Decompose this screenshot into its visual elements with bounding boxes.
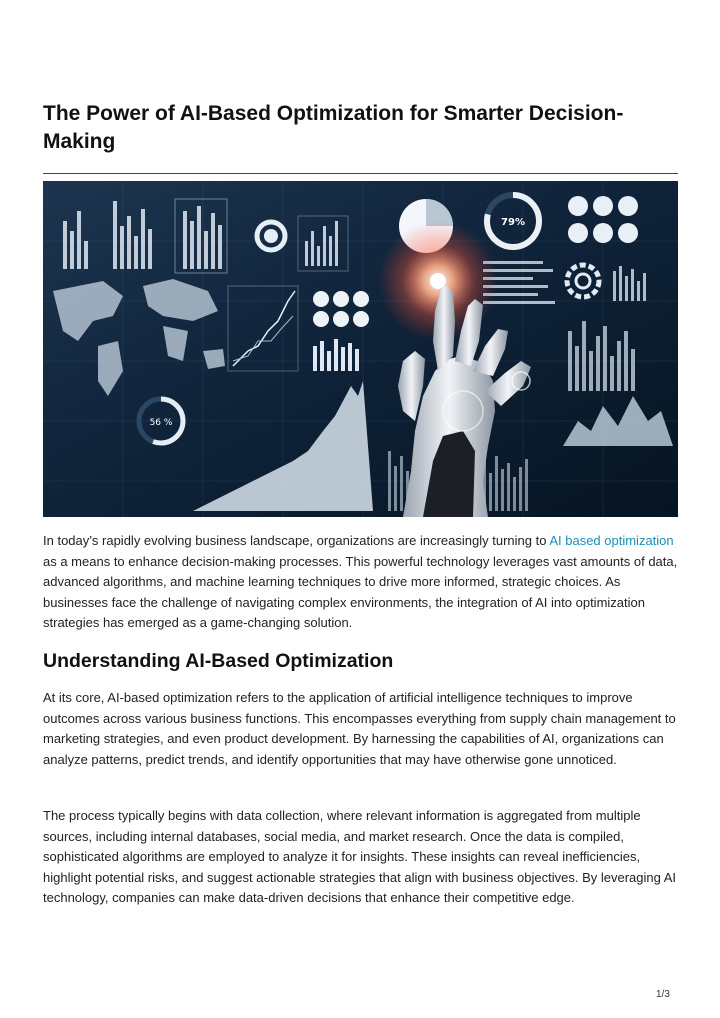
intro-text-after-link: as a means to enhance decision-making processes. This powerful technology leverages vast amounts of data, advanced algorithms, and machine learning techniques to drive more informed, strategic choices. As businesses face the challenge of navigating complex environments, the integration of AI into optimization strategies has emerged as a game-changing solution. [43, 553, 678, 630]
intro-paragraph [43, 531, 678, 634]
title-divider [43, 173, 678, 174]
body-paragraph-1: At its core, AI-based optimization refers to the application of artificial intelligence techniques to improve outcomes across various business functions. This encompasses everything from supply chain management to marketing strategies, and even product development. By harnessing the capabilities of AI, organizations can analyze patterns, predict trends, and identify opportunities that may have otherwise gone unnoticed. [43, 690, 676, 767]
gauge-top-label: 79% [501, 217, 525, 228]
article-title: The Power of AI-Based Optimization for Smarter Decision-Making [43, 102, 624, 153]
page-number: 1/3 [656, 989, 670, 1000]
intro-text-before-link: In today’s rapidly evolving business landscape, organizations are increasingly turning to [43, 533, 550, 548]
section-heading: Understanding AI-Based Optimization [43, 650, 394, 672]
ai-optimization-link[interactable]: AI based optimization [549, 533, 674, 548]
hero-image [43, 181, 678, 517]
gauge-left-label: 56 % [149, 418, 173, 428]
body-paragraph-2: The process typically begins with data collection, where relevant information is aggregated from multiple sources, including internal databases, social media, and market research. Once the data is compiled, sophisticated algorithms are employed to analyze it for insights. These insights can reveal inefficiencies, highlight potential risks, and suggest actionable strategies that align with business objectives. By leveraging AI technology, companies can make data-driven decisions that enhance their competitive edge. [43, 808, 677, 905]
